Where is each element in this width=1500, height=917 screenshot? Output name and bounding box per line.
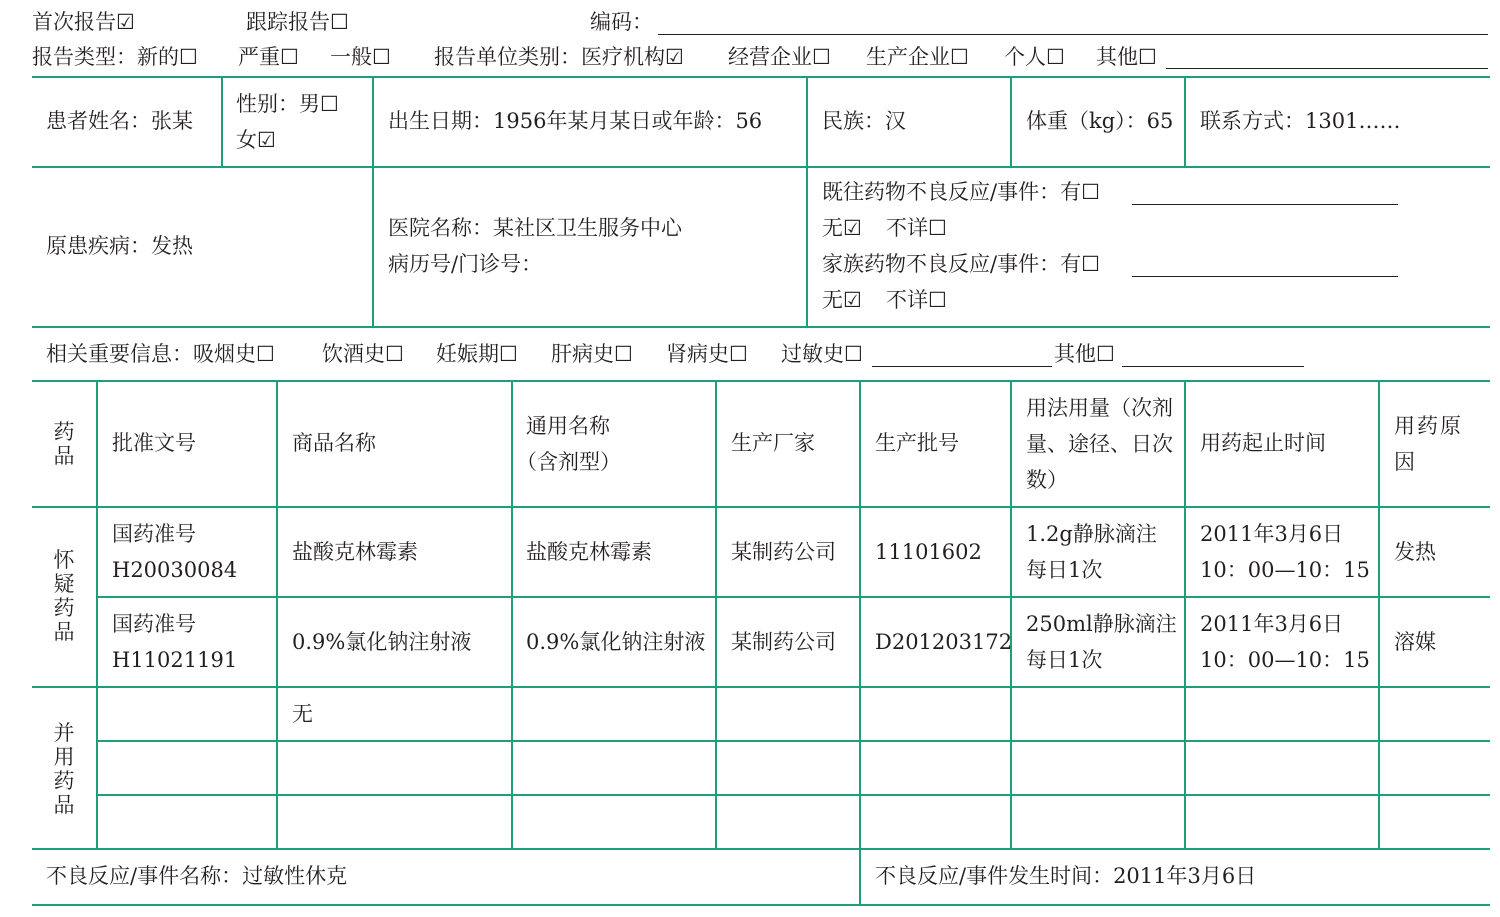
report-type-general[interactable]: 一般☐	[330, 45, 391, 69]
col-header-batch: 生产批号	[875, 431, 959, 455]
past-adr-none-option[interactable]: 无☑	[822, 216, 862, 240]
table-rule	[96, 740, 1490, 742]
code-input-line[interactable]	[658, 34, 1488, 35]
suspect-2-reason[interactable]: 溶媒	[1394, 630, 1436, 654]
unit-type-other[interactable]: 其他☐	[1096, 45, 1157, 69]
record-number-field[interactable]: 病历号/门诊号：	[388, 252, 543, 276]
col-header-usage: 用法用量（次剂量、途径、日次数）	[1026, 396, 1173, 492]
suspect-2-usage-line1[interactable]: 250ml静脉滴注	[1026, 612, 1177, 636]
col-header-period: 用药起止时间	[1200, 431, 1326, 455]
family-adr-none-option[interactable]: 无☑	[822, 288, 862, 312]
table-col-rule	[806, 76, 808, 326]
table-col-rule	[859, 380, 861, 904]
past-adr-input-line[interactable]	[1132, 204, 1398, 205]
suspect-2-approval-line1[interactable]: 国药准号	[112, 612, 196, 636]
related-info-other[interactable]: 其他☐	[1054, 342, 1115, 366]
related-other-input-line[interactable]	[1122, 366, 1304, 367]
suspect-drugs-label: 怀疑药品	[53, 548, 75, 644]
table-col-rule	[372, 76, 374, 326]
table-rule	[96, 596, 1490, 598]
suspect-1-approval-line2[interactable]: H20030084	[112, 558, 238, 582]
related-info-drinking[interactable]: 饮酒史☐	[322, 342, 404, 366]
ethnicity-field[interactable]: 民族：汉	[822, 109, 906, 133]
suspect-1-generic-name[interactable]: 盐酸克林霉素	[526, 540, 652, 564]
family-adr-unknown-option[interactable]: 不详☐	[886, 288, 947, 312]
related-info-smoking[interactable]: 相关重要信息：吸烟史☐	[46, 342, 275, 366]
col-header-drug: 药品	[53, 420, 75, 468]
table-col-rule	[1010, 380, 1012, 848]
suspect-2-period-line1[interactable]: 2011年3月6日	[1200, 612, 1344, 636]
suspect-2-approval-line2[interactable]: H11021191	[112, 648, 238, 672]
first-report-option[interactable]: 首次报告☑	[32, 10, 135, 34]
table-col-rule	[96, 380, 98, 848]
related-info-liver[interactable]: 肝病史☐	[551, 342, 633, 366]
past-adr-yes-option[interactable]: 既往药物不良反应/事件：有☐	[822, 180, 1100, 204]
col-header-maker: 生产厂家	[731, 431, 815, 455]
past-adr-unknown-option[interactable]: 不详☐	[886, 216, 947, 240]
weight-field[interactable]: 体重（kg）：65	[1026, 109, 1174, 133]
hospital-name-field[interactable]: 医院名称：某社区卫生服务中心	[388, 216, 682, 240]
suspect-2-batch[interactable]: D201203172	[875, 630, 1013, 654]
col-header-reason: 用药原因	[1394, 414, 1463, 474]
table-rule-bottom	[32, 904, 1490, 906]
table-rule	[32, 848, 1490, 850]
original-disease-field[interactable]: 原患疾病：发热	[46, 234, 193, 258]
suspect-1-period-line2[interactable]: 10：00—10：15	[1200, 558, 1370, 582]
table-col-rule	[1184, 380, 1186, 848]
table-col-rule	[1184, 76, 1186, 166]
col-header-trade: 商品名称	[292, 431, 376, 455]
table-col-rule	[511, 380, 513, 848]
unit-type-medical[interactable]: 报告单位类别：医疗机构☑	[434, 45, 684, 69]
family-adr-input-line[interactable]	[1132, 276, 1398, 277]
unit-type-business[interactable]: 经营企业☐	[728, 45, 831, 69]
table-rule	[32, 506, 1490, 508]
sex-male-option[interactable]: 性别：男☐	[236, 92, 339, 116]
allergy-input-line[interactable]	[872, 366, 1052, 367]
table-col-rule	[1010, 76, 1012, 166]
table-rule	[96, 794, 1490, 796]
adr-name-field[interactable]: 不良反应/事件名称：过敏性休克	[46, 864, 348, 888]
suspect-1-batch[interactable]: 11101602	[875, 540, 982, 564]
unit-type-producer[interactable]: 生产企业☐	[866, 45, 969, 69]
suspect-1-maker[interactable]: 某制药公司	[731, 540, 836, 564]
col-header-approval: 批准文号	[112, 431, 196, 455]
table-col-rule	[715, 380, 717, 848]
table-rule	[32, 166, 1490, 168]
suspect-2-maker[interactable]: 某制药公司	[731, 630, 836, 654]
suspect-2-trade-name[interactable]: 0.9%氯化钠注射液	[292, 630, 472, 654]
related-info-kidney[interactable]: 肾病史☐	[666, 342, 748, 366]
table-col-rule	[221, 76, 223, 166]
report-type-serious[interactable]: 严重☐	[238, 45, 299, 69]
related-info-allergy[interactable]: 过敏史☐	[781, 342, 863, 366]
sex-female-option[interactable]: 女☑	[236, 128, 276, 152]
table-rule	[32, 380, 1490, 382]
table-rule	[32, 326, 1490, 328]
col-header-generic: 通用名称	[526, 414, 610, 438]
table-rule	[32, 686, 1490, 688]
family-adr-yes-option[interactable]: 家族药物不良反应/事件：有☐	[822, 252, 1100, 276]
adr-time-field[interactable]: 不良反应/事件发生时间：2011年3月6日	[875, 864, 1257, 888]
follow-report-option[interactable]: 跟踪报告☐	[246, 10, 349, 34]
col-header-generic-form: （含剂型）	[516, 450, 621, 474]
suspect-2-usage-line2[interactable]: 每日1次	[1026, 648, 1103, 672]
related-info-pregnancy[interactable]: 妊娠期☐	[436, 342, 518, 366]
patient-name[interactable]: 患者姓名：张某	[46, 109, 193, 133]
suspect-1-reason[interactable]: 发热	[1394, 540, 1436, 564]
concomitant-1-trade-name[interactable]: 无	[292, 702, 313, 726]
unit-other-input-line[interactable]	[1166, 68, 1488, 69]
suspect-1-usage-line1[interactable]: 1.2g静脉滴注	[1026, 522, 1157, 546]
birth-date-field[interactable]: 出生日期：1956年某月某日或年龄：56	[388, 109, 763, 133]
concomitant-drugs-label: 并用药品	[53, 721, 75, 817]
suspect-2-generic-name[interactable]: 0.9%氯化钠注射液	[526, 630, 706, 654]
code-label: 编码：	[590, 10, 653, 34]
suspect-1-period-line1[interactable]: 2011年3月6日	[1200, 522, 1344, 546]
table-col-rule	[1378, 380, 1380, 848]
suspect-1-approval-line1[interactable]: 国药准号	[112, 522, 196, 546]
report-type-new[interactable]: 报告类型：新的☐	[32, 45, 198, 69]
contact-field[interactable]: 联系方式：1301……	[1200, 109, 1401, 133]
table-rule-top	[32, 76, 1490, 78]
unit-type-personal[interactable]: 个人☐	[1004, 45, 1065, 69]
suspect-1-usage-line2[interactable]: 每日1次	[1026, 558, 1103, 582]
suspect-1-trade-name[interactable]: 盐酸克林霉素	[292, 540, 418, 564]
suspect-2-period-line2[interactable]: 10：00—10：15	[1200, 648, 1370, 672]
table-col-rule	[276, 380, 278, 848]
